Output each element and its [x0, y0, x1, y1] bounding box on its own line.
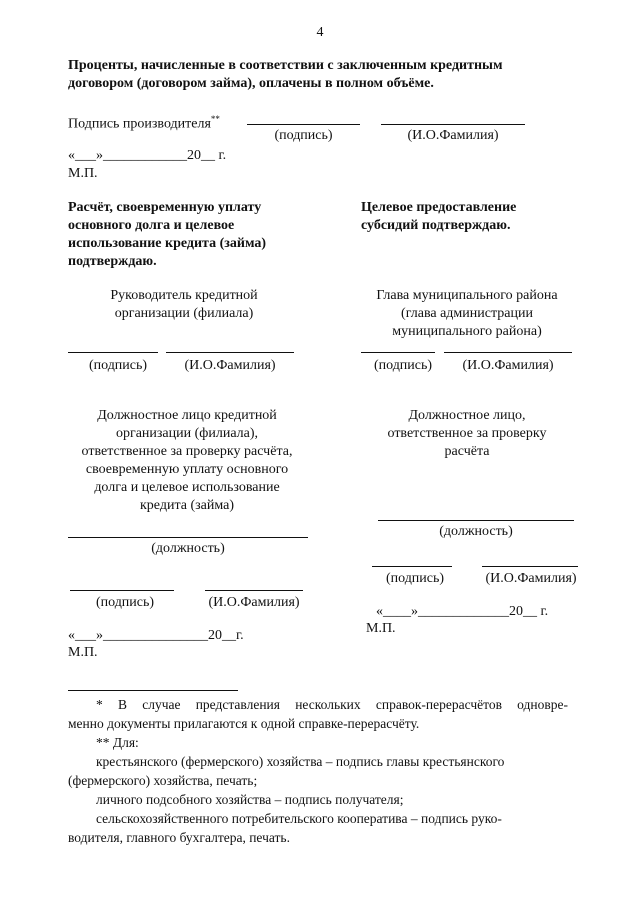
- left-head-title-line-1: Руководитель кредитной: [110, 288, 258, 303]
- footnote-separator: [68, 690, 238, 691]
- page-number: 4: [316, 25, 324, 40]
- left-official-title-line-2: организации (филиала),: [115, 426, 259, 441]
- producer-signature-label: [68, 110, 220, 134]
- footnote-1-line-1: * В случае представления нескольких справок-перерасчётов одновре-: [96, 697, 568, 712]
- right-head-signature-line: [361, 352, 435, 353]
- right-head-signature-caption: (подпись): [373, 358, 433, 373]
- right-heading-line-1: Целевое предоставление: [361, 200, 517, 215]
- right-official-title-line-1: Должностное лицо,: [408, 408, 526, 423]
- right-official-name-line: [482, 566, 578, 567]
- footnote-2-title: ** Для:: [96, 735, 139, 750]
- footnote-2-item-1-line-1: крестьянского (фермерского) хозяйства – подпись главы крестьянского: [96, 754, 505, 769]
- right-official-title-line-3: расчёта: [444, 444, 490, 459]
- right-position-caption: (должность): [439, 524, 513, 539]
- left-heading-line-3: использование кредита (займа): [68, 236, 267, 251]
- left-head-name-caption: (И.О.Фамилия): [184, 358, 276, 373]
- right-heading-line-2: субсидий подтверждаю.: [361, 218, 511, 233]
- left-heading-line-4: подтверждаю.: [68, 254, 157, 269]
- right-date: «____»_____________20__ г.: [376, 604, 549, 619]
- left-heading-line-1: Расчёт, своевременную уплату: [68, 200, 262, 215]
- footnote-2-item-3-line-1: сельскохозяйственного потребительского кооператива – подпись руко-: [96, 811, 502, 826]
- left-position-line: [68, 537, 308, 538]
- left-official-title-line-3: ответственное за проверку расчёта,: [81, 444, 293, 459]
- left-official-title-line-5: долга и целевое использование: [94, 480, 280, 495]
- left-heading-line-2: основного долга и целевое: [68, 218, 235, 233]
- right-head-title-line-3: муниципального района): [392, 324, 542, 339]
- left-official-title-line-1: Должностное лицо кредитной: [97, 408, 277, 423]
- left-official-signature-line: [70, 590, 174, 591]
- left-position-caption: (должность): [151, 541, 225, 556]
- left-official-title-line-4: своевременную уплату основного: [85, 462, 289, 477]
- footnote-2-item-3-line-2: водителя, главного бухгалтера, печать.: [68, 830, 290, 845]
- left-official-name-caption: (И.О.Фамилия): [208, 595, 300, 610]
- left-official-title-line-6: кредита (займа): [140, 498, 234, 513]
- right-official-title-line-2: ответственное за проверку: [387, 426, 547, 441]
- producer-name-line: [381, 124, 525, 125]
- producer-stamp: М.П.: [68, 166, 98, 181]
- right-stamp: М.П.: [366, 621, 396, 636]
- right-official-signature-caption: (подпись): [385, 571, 445, 586]
- left-official-name-line: [205, 590, 303, 591]
- left-date: «___»_______________20__г.: [68, 628, 244, 643]
- left-head-signature-caption: (подпись): [88, 358, 148, 373]
- footnote-2-item-1-line-2: (фермерского) хозяйства, печать;: [68, 773, 258, 788]
- left-head-name-line: [166, 352, 294, 353]
- intro-line-2: договором (договором займа), оплачены в полном объёме.: [68, 76, 434, 91]
- footnote-1-line-2: менно документы прилагаются к одной справке-перерасчёту.: [68, 716, 420, 731]
- intro-line-1: Проценты, начисленные в соответствии с заключенным кредитным: [68, 58, 503, 73]
- producer-signature-caption: (подпись): [274, 128, 333, 143]
- producer-date: «___»____________20__ г.: [68, 148, 227, 163]
- right-head-title-line-2: (глава администрации: [401, 306, 533, 321]
- footnote-marker: **: [210, 114, 220, 124]
- right-official-name-caption: (И.О.Фамилия): [485, 571, 577, 586]
- right-position-line: [378, 520, 574, 521]
- left-stamp: М.П.: [68, 645, 98, 660]
- right-head-name-caption: (И.О.Фамилия): [462, 358, 554, 373]
- producer-signature-line: [247, 124, 360, 125]
- left-head-title-line-2: организации (филиала): [114, 306, 254, 321]
- producer-name-caption: (И.О.Фамилия): [407, 128, 499, 143]
- right-official-signature-line: [372, 566, 452, 567]
- left-official-signature-caption: (подпись): [95, 595, 155, 610]
- right-head-name-line: [444, 352, 572, 353]
- footnote-2-item-2: личного подсобного хозяйства – подпись получателя;: [96, 792, 404, 807]
- right-head-title-line-1: Глава муниципального района: [376, 288, 558, 303]
- producer-label-text: Подпись производителя: [68, 116, 211, 132]
- left-head-signature-line: [68, 352, 158, 353]
